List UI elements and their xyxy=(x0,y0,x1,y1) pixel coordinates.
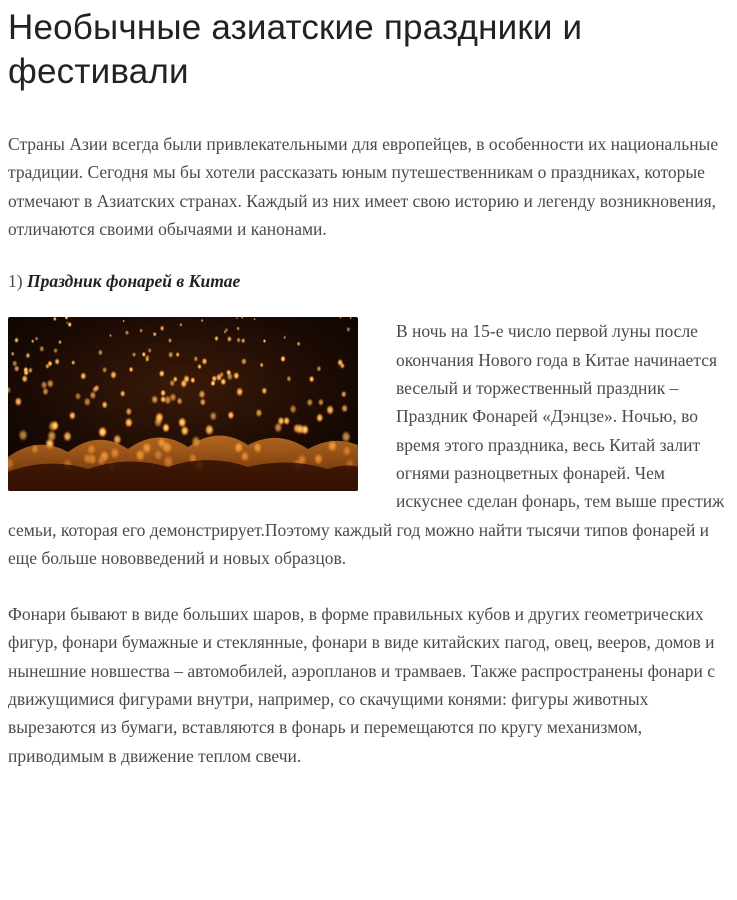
section-title: Праздник фонарей в Китае xyxy=(26,271,241,292)
lantern-light xyxy=(286,376,291,382)
lantern-light xyxy=(14,338,19,344)
lantern-light xyxy=(236,327,240,332)
lantern-light xyxy=(129,367,134,373)
lantern-light xyxy=(175,352,180,358)
lantern-light xyxy=(66,322,68,325)
lantern-light xyxy=(132,352,136,357)
lantern-light xyxy=(151,395,158,404)
lantern-light xyxy=(125,330,129,335)
lantern-light xyxy=(69,412,76,421)
lantern-light xyxy=(341,391,347,398)
section-heading xyxy=(8,267,727,295)
lantern-light xyxy=(297,342,301,347)
lantern-light xyxy=(316,366,321,372)
lantern-light xyxy=(283,336,286,340)
lantern-light xyxy=(160,396,166,403)
lantern-light xyxy=(296,424,305,435)
lantern-light xyxy=(92,386,98,393)
lantern-light xyxy=(11,352,15,357)
lantern-light xyxy=(47,361,52,367)
lantern-light xyxy=(160,390,166,397)
lantern-light xyxy=(236,317,238,320)
lantern-light xyxy=(210,380,215,387)
section-body xyxy=(8,317,727,769)
lantern-light xyxy=(39,346,44,353)
lantern-light xyxy=(241,338,245,344)
lantern-light xyxy=(169,380,175,388)
lantern-light xyxy=(18,429,28,441)
lantern-light xyxy=(120,390,126,397)
section-number: 1) xyxy=(8,271,23,292)
lantern-light xyxy=(280,356,286,363)
lantern-light xyxy=(123,320,125,323)
section-paragraph-1: В ночь на 15-е число первой луны после окончания Нового года в Китае начинается веселый и торжественный праздник – Праздник Фонарей «Дэнцзе». Ночью, во время этого праздника, весь Китай залит огнями разноцветных фонарей. Чем искуснее сделан фонарь, тем выше престиж семьи, которая его демонстрирует.Поэтому каждый год можно найти тысячи типов фонарей и еще больше нововведений и новых образцов. xyxy=(8,321,725,568)
lantern-light xyxy=(102,367,107,374)
lantern-light xyxy=(219,372,224,378)
lantern-light xyxy=(102,401,108,409)
lantern-light xyxy=(153,332,157,337)
lantern-light xyxy=(53,348,58,354)
lantern-light xyxy=(233,372,240,380)
section-paragraph-2: Фонари бывают в виде больших шаров, в форме правильных кубов и других геометрических фигур, фонари бумажные и стеклянные, фонари в виде китайских пагод, овец, вееров, домов и нынешние новшества – автомобилей, аэропланов и трамваев. Также распространены фонари с движущимися фигурами внутри, например, со скачущими конями: фигуры животных вырезаются из бумаги, вставляются в фонарь и перемещаются по кругу механизмом, приводимым в движение теплом свечи. xyxy=(8,604,716,766)
lantern-light xyxy=(148,348,152,354)
lantern-light xyxy=(190,377,195,384)
lantern-light xyxy=(194,356,199,362)
lantern-light xyxy=(80,372,86,380)
lantern-light xyxy=(84,398,91,407)
lantern-light xyxy=(220,378,226,386)
page-title: Необычные азиатские праздники и фестивали xyxy=(8,8,583,91)
lantern-light xyxy=(41,381,48,390)
lantern-light xyxy=(209,412,217,422)
lantern-light xyxy=(337,359,343,367)
lantern-light xyxy=(261,387,267,395)
lantern-light xyxy=(197,364,202,370)
lantern-light xyxy=(179,323,182,327)
lantern-light xyxy=(202,358,208,365)
lantern-light xyxy=(126,408,133,416)
lantern-light xyxy=(236,338,241,344)
lantern-light xyxy=(71,360,75,365)
lantern-festival-photo xyxy=(8,317,358,491)
lantern-light xyxy=(139,329,143,334)
lantern-light xyxy=(63,431,72,442)
lantern-light xyxy=(180,426,189,437)
lantern-light xyxy=(125,418,133,428)
lantern-light xyxy=(75,393,81,401)
lantern-light xyxy=(283,417,290,426)
lantern-light xyxy=(227,336,232,342)
lantern-light xyxy=(162,423,170,433)
lantern-light xyxy=(47,379,54,388)
lantern-light xyxy=(25,353,30,359)
lantern-light xyxy=(201,319,204,323)
lantern-light xyxy=(110,371,117,380)
lantern-light xyxy=(205,424,215,436)
intro-paragraph: Страны Азии всегда были привлекательными для европейцев, в особенности их национальные традиции. Сегодня мы бы хотели рассказать юным путешественникам о праздниках, которые отмечают в Азиатских странах. Каждый из них имеет свою историю и легенду возникновения, отличаются своими обычаями и канонами. xyxy=(8,134,719,239)
lantern-light xyxy=(316,413,324,423)
lantern-light xyxy=(236,387,244,397)
lantern-light xyxy=(169,393,176,402)
lantern-light xyxy=(98,350,103,357)
lantern-light xyxy=(253,318,255,321)
lantern-light xyxy=(274,422,283,433)
lantern-light xyxy=(160,326,165,332)
lantern-light xyxy=(168,352,174,359)
lantern-light xyxy=(241,358,247,365)
lantern-light xyxy=(263,339,266,343)
lantern-light xyxy=(21,375,28,383)
lantern-light xyxy=(183,375,190,384)
lantern-light xyxy=(326,405,334,415)
lantern-light xyxy=(255,409,262,418)
lantern-light xyxy=(154,417,163,428)
lantern-light xyxy=(168,338,172,343)
lantern-light xyxy=(214,336,219,342)
lantern-light xyxy=(309,376,315,383)
lantern-light xyxy=(58,340,62,345)
lantern-light xyxy=(31,340,34,344)
lantern-light xyxy=(23,367,28,374)
lantern-light xyxy=(109,334,112,338)
lantern-light xyxy=(14,365,20,372)
lantern-light xyxy=(318,399,324,407)
lantern-light xyxy=(198,390,205,399)
lantern-light xyxy=(51,421,60,432)
lantern-light xyxy=(226,373,233,381)
lantern-light xyxy=(177,398,183,406)
lantern-light xyxy=(289,405,297,415)
lantern-light xyxy=(200,399,206,407)
lantern-light xyxy=(54,359,60,366)
lantern-light xyxy=(224,331,227,335)
lantern-light xyxy=(260,363,264,368)
lantern-light xyxy=(145,355,150,362)
lantern-light xyxy=(15,397,23,407)
lantern-light xyxy=(346,327,350,333)
lantern-light xyxy=(341,404,348,413)
lantern-light xyxy=(227,411,234,420)
lantern-light xyxy=(159,370,165,377)
lantern-light xyxy=(35,337,38,341)
lantern-light xyxy=(98,427,108,439)
lantern-light xyxy=(306,399,313,407)
